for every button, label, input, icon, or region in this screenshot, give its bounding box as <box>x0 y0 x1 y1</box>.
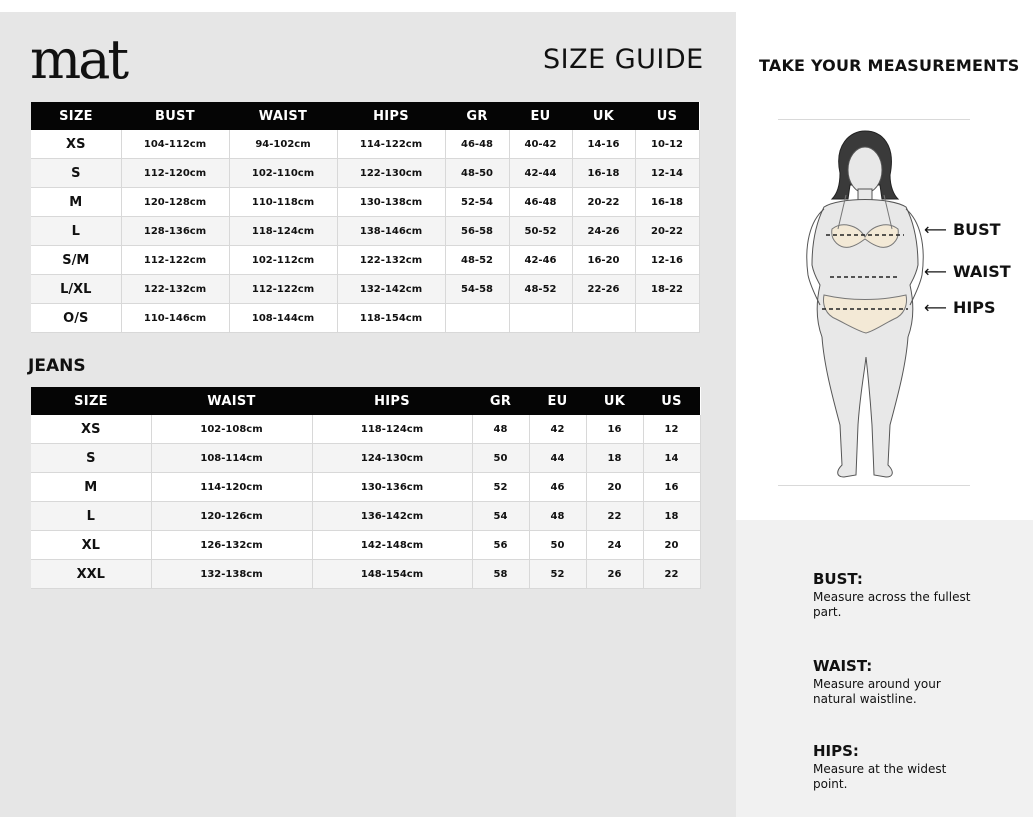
tops-value-cell: 118-124cm <box>229 217 337 246</box>
tops-row <box>31 275 699 304</box>
jeans-value-cell: 42 <box>529 415 586 444</box>
jeans-value-cell: 124-130cm <box>312 444 472 473</box>
waist-instruction-term: WAIST: <box>813 657 873 675</box>
tops-value-cell: 120-128cm <box>121 188 229 217</box>
jeans-value-cell: 136-142cm <box>312 502 472 531</box>
jeans-value-cell: 48 <box>472 415 529 444</box>
jeans-value-cell: 50 <box>529 531 586 560</box>
jeans-value-cell: 18 <box>643 502 700 531</box>
tops-value-cell: 132-142cm <box>337 275 445 304</box>
tops-header-size: SIZE <box>31 102 121 130</box>
tops-value-cell: 20-22 <box>635 217 699 246</box>
tops-size-cell: L/XL <box>31 275 121 304</box>
jeans-header-hips: HIPS <box>312 387 472 415</box>
tops-value-cell <box>509 304 572 333</box>
tops-value-cell: 16-18 <box>572 159 635 188</box>
tops-header-eu: EU <box>509 102 572 130</box>
jeans-size-cell: XS <box>31 415 151 444</box>
tops-value-cell: 104-112cm <box>121 130 229 159</box>
jeans-size-cell: XXL <box>31 560 151 589</box>
tops-table-body <box>31 130 699 333</box>
jeans-row <box>31 531 700 560</box>
jeans-value-cell: 142-148cm <box>312 531 472 560</box>
jeans-header-eu: EU <box>529 387 586 415</box>
jeans-value-cell: 14 <box>643 444 700 473</box>
jeans-value-cell: 48 <box>529 502 586 531</box>
tops-header-waist: WAIST <box>229 102 337 130</box>
waist-arrow-label: ⟵ WAIST <box>924 262 1011 281</box>
brand-logo: mat <box>30 28 127 91</box>
tops-value-cell: 16-20 <box>572 246 635 275</box>
waist-instruction <box>813 657 973 707</box>
tops-value-cell: 112-122cm <box>121 246 229 275</box>
jeans-row <box>31 473 700 502</box>
jeans-row <box>31 502 700 531</box>
tops-value-cell: 14-16 <box>572 130 635 159</box>
tops-value-cell: 114-122cm <box>337 130 445 159</box>
jeans-value-cell: 46 <box>529 473 586 502</box>
hips-arrow-label: ⟵ HIPS <box>924 298 996 317</box>
tops-value-cell: 112-120cm <box>121 159 229 188</box>
jeans-value-cell: 12 <box>643 415 700 444</box>
arrow-left-icon: ⟵ <box>924 298 947 317</box>
tops-value-cell: 22-26 <box>572 275 635 304</box>
jeans-size-cell: M <box>31 473 151 502</box>
tops-header-row <box>31 102 699 130</box>
tops-size-cell: M <box>31 188 121 217</box>
tops-header-bust: BUST <box>121 102 229 130</box>
jeans-value-cell: 148-154cm <box>312 560 472 589</box>
tops-value-cell: 48-52 <box>445 246 509 275</box>
tops-size-cell: XS <box>31 130 121 159</box>
hips-instruction-term: HIPS: <box>813 742 859 760</box>
jeans-value-cell: 108-114cm <box>151 444 312 473</box>
tops-value-cell: 110-118cm <box>229 188 337 217</box>
figure-top-divider <box>778 119 970 120</box>
arrow-left-icon: ⟵ <box>924 262 947 281</box>
tops-value-cell: 122-130cm <box>337 159 445 188</box>
jeans-value-cell: 22 <box>586 502 643 531</box>
bust-instruction <box>813 570 973 620</box>
tops-value-cell: 46-48 <box>445 130 509 159</box>
tops-value-cell: 48-52 <box>509 275 572 304</box>
waist-instruction-text: Measure around your natural waistline. <box>813 677 941 706</box>
jeans-header-waist: WAIST <box>151 387 312 415</box>
jeans-header-us: US <box>643 387 700 415</box>
jeans-header-gr: GR <box>472 387 529 415</box>
jeans-value-cell: 16 <box>586 415 643 444</box>
tops-value-cell: 46-48 <box>509 188 572 217</box>
hips-instruction <box>813 742 973 792</box>
bust-arrow-label: ⟵ BUST <box>924 220 1001 239</box>
tops-value-cell: 10-12 <box>635 130 699 159</box>
tops-row <box>31 159 699 188</box>
tops-value-cell <box>445 304 509 333</box>
tops-value-cell: 42-44 <box>509 159 572 188</box>
jeans-value-cell: 18 <box>586 444 643 473</box>
jeans-size-cell: L <box>31 502 151 531</box>
tops-value-cell: 128-136cm <box>121 217 229 246</box>
measurements-heading: TAKE YOUR MEASUREMENTS <box>759 56 1020 75</box>
tops-value-cell: 108-144cm <box>229 304 337 333</box>
figure-bottom-divider <box>778 485 970 486</box>
jeans-header-row <box>31 387 700 415</box>
jeans-size-cell: XL <box>31 531 151 560</box>
tops-value-cell: 50-52 <box>509 217 572 246</box>
tops-value-cell: 118-154cm <box>337 304 445 333</box>
tops-size-table <box>31 102 700 333</box>
tops-value-cell: 18-22 <box>635 275 699 304</box>
tops-value-cell: 56-58 <box>445 217 509 246</box>
tops-value-cell: 16-18 <box>635 188 699 217</box>
tops-value-cell: 110-146cm <box>121 304 229 333</box>
arrow-left-icon: ⟵ <box>924 220 947 239</box>
tops-value-cell <box>572 304 635 333</box>
jeans-heading: JEANS <box>28 356 86 376</box>
jeans-row <box>31 444 700 473</box>
bust-instruction-text: Measure across the fullest part. <box>813 590 971 619</box>
jeans-size-table <box>31 387 701 589</box>
tops-value-cell: 48-50 <box>445 159 509 188</box>
tops-header-us: US <box>635 102 699 130</box>
jeans-value-cell: 44 <box>529 444 586 473</box>
jeans-value-cell: 16 <box>643 473 700 502</box>
tops-size-cell: O/S <box>31 304 121 333</box>
jeans-value-cell: 20 <box>643 531 700 560</box>
tops-row <box>31 217 699 246</box>
jeans-value-cell: 126-132cm <box>151 531 312 560</box>
tops-value-cell: 54-58 <box>445 275 509 304</box>
hips-instruction-text: Measure at the widest point. <box>813 762 947 791</box>
jeans-value-cell: 26 <box>586 560 643 589</box>
tops-value-cell: 20-22 <box>572 188 635 217</box>
tops-header-hips: HIPS <box>337 102 445 130</box>
jeans-size-cell: S <box>31 444 151 473</box>
jeans-value-cell: 24 <box>586 531 643 560</box>
tops-value-cell: 102-112cm <box>229 246 337 275</box>
tops-header-gr: GR <box>445 102 509 130</box>
tops-row <box>31 130 699 159</box>
jeans-value-cell: 114-120cm <box>151 473 312 502</box>
tops-value-cell: 52-54 <box>445 188 509 217</box>
tops-value-cell: 24-26 <box>572 217 635 246</box>
jeans-value-cell: 20 <box>586 473 643 502</box>
tops-value-cell: 122-132cm <box>121 275 229 304</box>
jeans-header-size: SIZE <box>31 387 151 415</box>
tops-row <box>31 188 699 217</box>
tops-header-uk: UK <box>572 102 635 130</box>
tops-value-cell: 12-14 <box>635 159 699 188</box>
jeans-row <box>31 560 700 589</box>
jeans-value-cell: 130-136cm <box>312 473 472 502</box>
tops-value-cell: 112-122cm <box>229 275 337 304</box>
tops-value-cell: 102-110cm <box>229 159 337 188</box>
tops-value-cell: 138-146cm <box>337 217 445 246</box>
jeans-value-cell: 54 <box>472 502 529 531</box>
jeans-value-cell: 132-138cm <box>151 560 312 589</box>
jeans-value-cell: 52 <box>472 473 529 502</box>
tops-value-cell <box>635 304 699 333</box>
tops-size-cell: S <box>31 159 121 188</box>
jeans-value-cell: 102-108cm <box>151 415 312 444</box>
tops-value-cell: 130-138cm <box>337 188 445 217</box>
jeans-row <box>31 415 700 444</box>
page-title: SIZE GUIDE <box>543 44 704 75</box>
tops-size-cell: L <box>31 217 121 246</box>
tops-value-cell: 42-46 <box>509 246 572 275</box>
jeans-value-cell: 56 <box>472 531 529 560</box>
tops-value-cell: 12-16 <box>635 246 699 275</box>
jeans-value-cell: 58 <box>472 560 529 589</box>
tops-value-cell: 40-42 <box>509 130 572 159</box>
jeans-value-cell: 22 <box>643 560 700 589</box>
tops-value-cell: 122-132cm <box>337 246 445 275</box>
jeans-value-cell: 118-124cm <box>312 415 472 444</box>
bust-instruction-term: BUST: <box>813 570 863 588</box>
jeans-value-cell: 52 <box>529 560 586 589</box>
tops-row <box>31 304 699 333</box>
jeans-header-uk: UK <box>586 387 643 415</box>
jeans-table-body <box>31 415 700 589</box>
tops-value-cell: 94-102cm <box>229 130 337 159</box>
tops-row <box>31 246 699 275</box>
jeans-value-cell: 120-126cm <box>151 502 312 531</box>
tops-size-cell: S/M <box>31 246 121 275</box>
jeans-value-cell: 50 <box>472 444 529 473</box>
